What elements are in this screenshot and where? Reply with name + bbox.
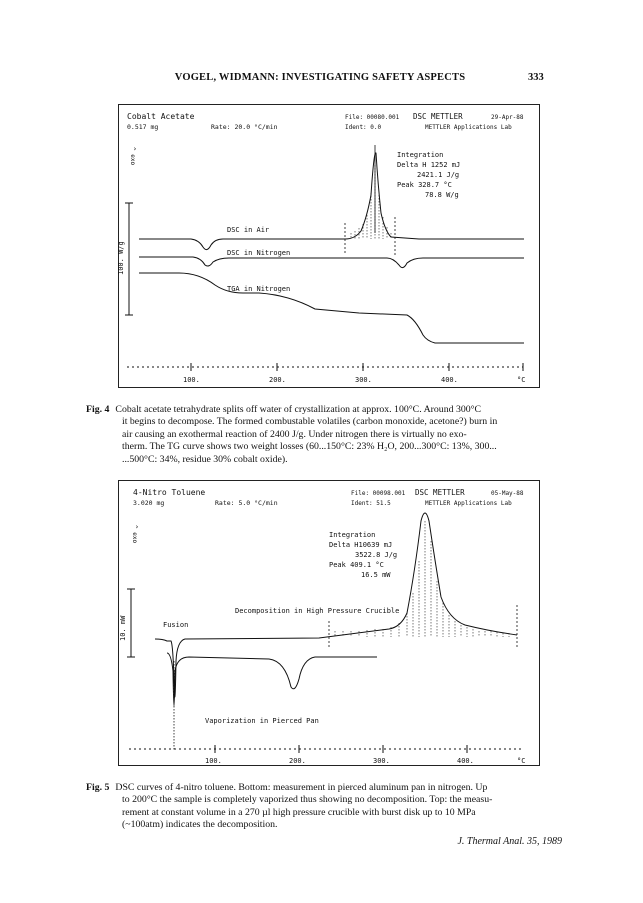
fig4-instrument: DSC METTLER — [413, 112, 463, 121]
fig5-peak-height: 16.5 mW — [361, 571, 391, 579]
fig5-pierced-pan-curve — [167, 653, 377, 706]
fig4-sample-mass: 0.517 mg — [127, 123, 159, 131]
fig4-peak-height: 78.8 W/g — [425, 191, 459, 199]
fig4-x-unit: °C — [517, 376, 526, 384]
fig5-specific-h: 3522.8 J/g — [355, 551, 398, 559]
fig4-exo-label: ^ exo — [129, 147, 136, 166]
running-title: VOGEL, WIDMANN: INVESTIGATING SAFETY ASPECTS — [174, 72, 466, 83]
journal-citation: J. Thermal Anal. 35, 1989 — [457, 836, 562, 847]
fig4-delta-h: Delta H 1252 mJ — [397, 161, 461, 169]
fig4-x-tick-100: 100. — [183, 376, 200, 384]
fig4-caption-label: Fig. 4 — [86, 404, 110, 415]
fig5-file: File: 00098.001 — [351, 490, 406, 497]
fig4-specific-h: 2421.1 J/g — [417, 171, 460, 179]
fig5-y-scale-label: 10. mW — [119, 615, 127, 641]
fig4-y-scale-label: 100. W/g — [117, 241, 125, 275]
fig5-ident: Ident: 51.5 — [351, 500, 391, 507]
fig5-x-tick-100: 100. — [205, 757, 222, 765]
fig5-caption-line: to 200°C the sample is completely vaporized thus showing no decomposition. Top: the measu- — [122, 794, 493, 806]
fig4-curve-label-nitrogen: DSC in Nitrogen — [227, 249, 291, 257]
fig5-sample-name: 4-Nitro Toluene — [133, 488, 206, 497]
fig4-dsc-air-curve — [139, 153, 524, 250]
figure-4-thermogram — [119, 105, 539, 387]
fig4-rate: Rate: 20.0 °C/min — [211, 123, 278, 131]
fig4-x-tick-400: 400. — [441, 376, 458, 384]
fig4-caption-line: therm. The TG curve shows two weight losses (60...150°C: 23% H₂O, 200...300°C: 13%, 300... — [122, 441, 497, 453]
fig5-exo-label: ^ exo — [131, 525, 138, 544]
fig5-fusion-label: Fusion — [163, 621, 189, 629]
fig5-rate: Rate: 5.0 °C/min — [215, 499, 278, 507]
figure-5-thermogram — [119, 481, 539, 765]
fig5-date: 05-May-88 — [491, 490, 524, 497]
fig4-file: File: 00080.001 — [345, 114, 400, 121]
fig4-peak-temp: Peak 328.7 °C — [397, 181, 452, 189]
fig5-x-tick-200: 200. — [289, 757, 306, 765]
fig4-curve-label-air: DSC in Air — [227, 226, 270, 234]
fig4-ident: Ident: 0.0 — [345, 124, 382, 131]
fig5-x-tick-400: 400. — [457, 757, 474, 765]
fig4-caption-line: air causing an exothermal reaction of 2400 J/g. Under nitrogen there is virtually no exo- — [122, 428, 467, 440]
figure-5-frame — [118, 480, 540, 766]
fig4-dsc-nitrogen-curve — [139, 257, 524, 268]
fig5-decomposition-label: Decomposition in High Pressure Crucible — [235, 607, 400, 615]
fig4-curve-label-tga: TGA in Nitrogen — [227, 285, 291, 293]
figure-4-caption — [86, 404, 562, 466]
fig4-caption-line: ...500°C: 34%, residue 30% cobalt oxide). — [122, 453, 288, 465]
fig5-lab: METTLER Applications Lab — [425, 500, 512, 507]
fig4-x-tick-200: 200. — [269, 376, 286, 384]
figure-4-frame — [118, 104, 540, 388]
fig5-sample-mass: 3.020 mg — [133, 499, 165, 507]
fig4-sample-name: Cobalt Acetate — [127, 112, 195, 121]
fig5-peak-temp: Peak 409.1 °C — [329, 561, 384, 569]
fig4-caption-line: Cobalt acetate tetrahydrate splits off water of crystallization at approx. 100°C. Around 300°C — [115, 404, 482, 415]
fig5-delta-h: Delta H10639 mJ — [329, 541, 393, 549]
fig4-x-tick-300: 300. — [355, 376, 372, 384]
fig4-integration-title: Integration — [397, 151, 444, 159]
fig4-tga-curve — [139, 273, 524, 343]
fig4-caption-line: it begins to decompose. The formed combustable volatiles (carbon monoxide, acetone?) burn in — [122, 416, 498, 428]
page-number: 333 — [528, 72, 544, 83]
fig5-vaporization-label: Vaporization in Pierced Pan — [205, 717, 319, 725]
fig5-caption-line: rement at constant volume in a 270 µl high pressure crucible with burst disk up to 10 MPa — [122, 806, 476, 818]
fig4-lab: METTLER Applications Lab — [425, 124, 512, 131]
fig5-caption-line: (~100atm) indicates the decomposition. — [122, 819, 278, 831]
fig5-x-unit: °C — [517, 757, 526, 765]
fig5-caption-line: DSC curves of 4-nitro toluene. Bottom: measurement in pierced aluminum pan in nitrogen. Up — [115, 782, 488, 793]
fig5-caption-label: Fig. 5 — [86, 782, 110, 793]
fig5-integration-title: Integration — [329, 531, 376, 539]
fig5-x-tick-300: 300. — [373, 757, 390, 765]
figure-5-caption — [86, 782, 562, 832]
fig4-date: 29-Apr-88 — [491, 114, 524, 121]
fig5-instrument: DSC METTLER — [415, 488, 465, 497]
